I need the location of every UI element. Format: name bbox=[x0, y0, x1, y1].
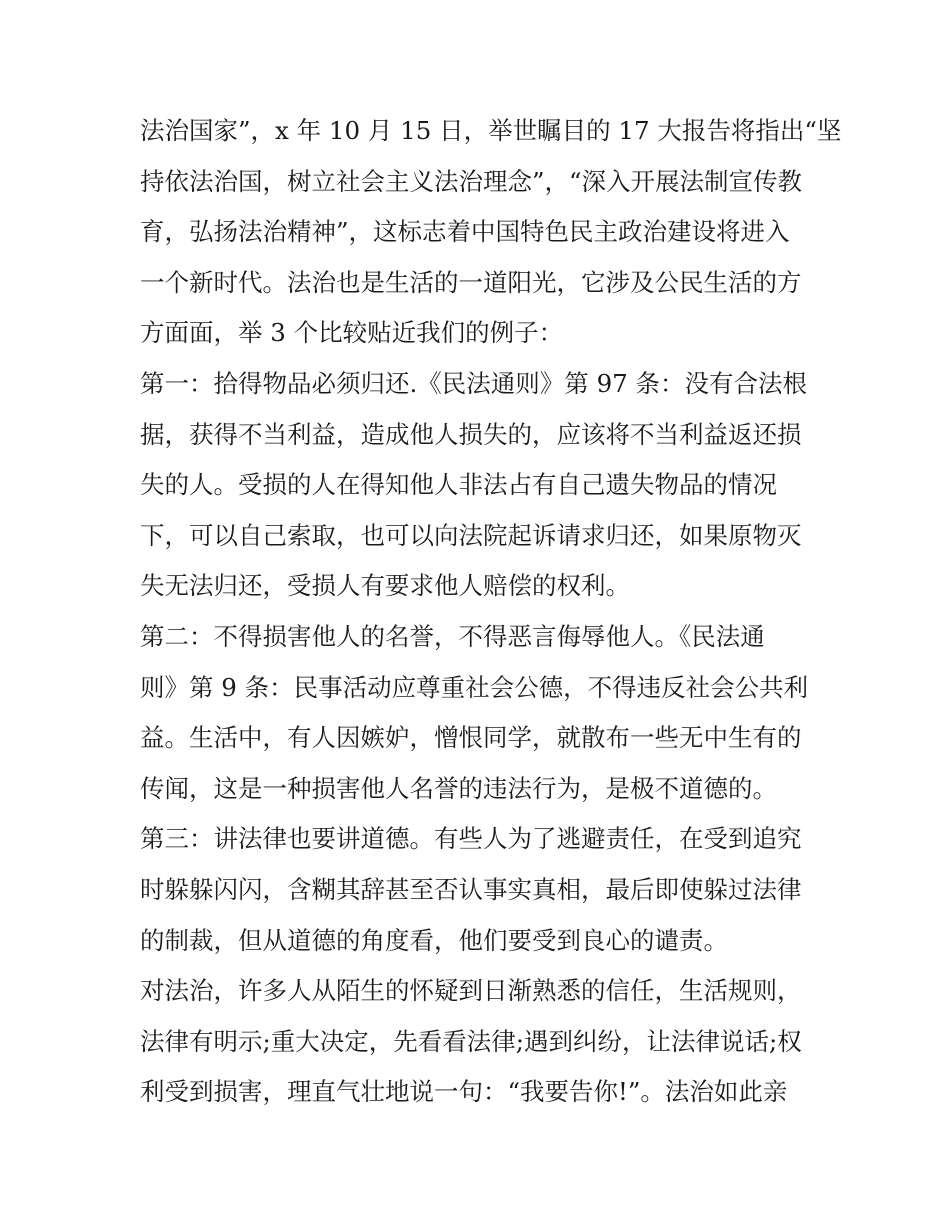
text-line: 方面面，举 3 个比较贴近我们的例子： bbox=[140, 318, 564, 348]
text-line: 传闻，这是一种损害他人名誉的违法行为，是极不道德的。 bbox=[140, 773, 777, 803]
text-line: 持依法治国，树立社会主义法治理念”，“深入开展法制宣传教 bbox=[140, 166, 803, 196]
text-line: 第二：不得损害他人的名誉，不得恶言侮辱他人。《民法通 bbox=[140, 621, 765, 651]
text-line: 的制裁，但从道德的角度看，他们要受到良心的谴责。 bbox=[140, 925, 728, 955]
text-line: 一个新时代。法治也是生活的一道阳光，它涉及公民生活的方 bbox=[140, 267, 802, 297]
text-line: 利受到损害，理直气壮地说一句：“我要告你!”。法治如此亲 bbox=[140, 1077, 788, 1107]
text-line: 益。生活中，有人因嫉妒，憎恨同学，就散布一些无中生有的 bbox=[140, 723, 802, 753]
document-body bbox=[140, 106, 842, 1118]
text-line: 育，弘扬法治精神”，这标志着中国特色民主政治建设将进入 bbox=[140, 217, 790, 247]
text-line: 时躲躲闪闪，含糊其辞甚至否认事实真相，最后即使躲过法律 bbox=[140, 874, 802, 904]
text-line: 失的人。受损的人在得知他人非法占有自己遗失物品的情况 bbox=[140, 470, 777, 500]
text-line: 法律有明示;重大决定，先看看法律;遇到纠纷，让法律说话;权 bbox=[140, 1026, 802, 1056]
text-line: 据，获得不当利益，造成他人损失的，应该将不当利益返还损 bbox=[140, 419, 802, 449]
text-line: 则》第 9 条：民事活动应尊重社会公德，不得违反社会公共利 bbox=[140, 672, 809, 702]
text-line: 第三：讲法律也要讲道德。有些人为了逃避责任，在受到追究 bbox=[140, 824, 802, 854]
text-line: 下，可以自己索取，也可以向法院起诉请求归还，如果原物灭 bbox=[140, 520, 802, 550]
text-line: 第一：拾得物品必须归还.《民法通则》第 97 条：没有合法根 bbox=[140, 368, 808, 398]
text-line: 失无法归还，受损人有要求他人赔偿的权利。 bbox=[140, 571, 630, 601]
text-line: 法治国家”，x 年 10 月 15 日，举世瞩目的 17 大报告将指出“坚 bbox=[140, 116, 842, 145]
text-line: 对法治，许多人从陌生的怀疑到日渐熟悉的信任，生活规则， bbox=[140, 976, 802, 1006]
